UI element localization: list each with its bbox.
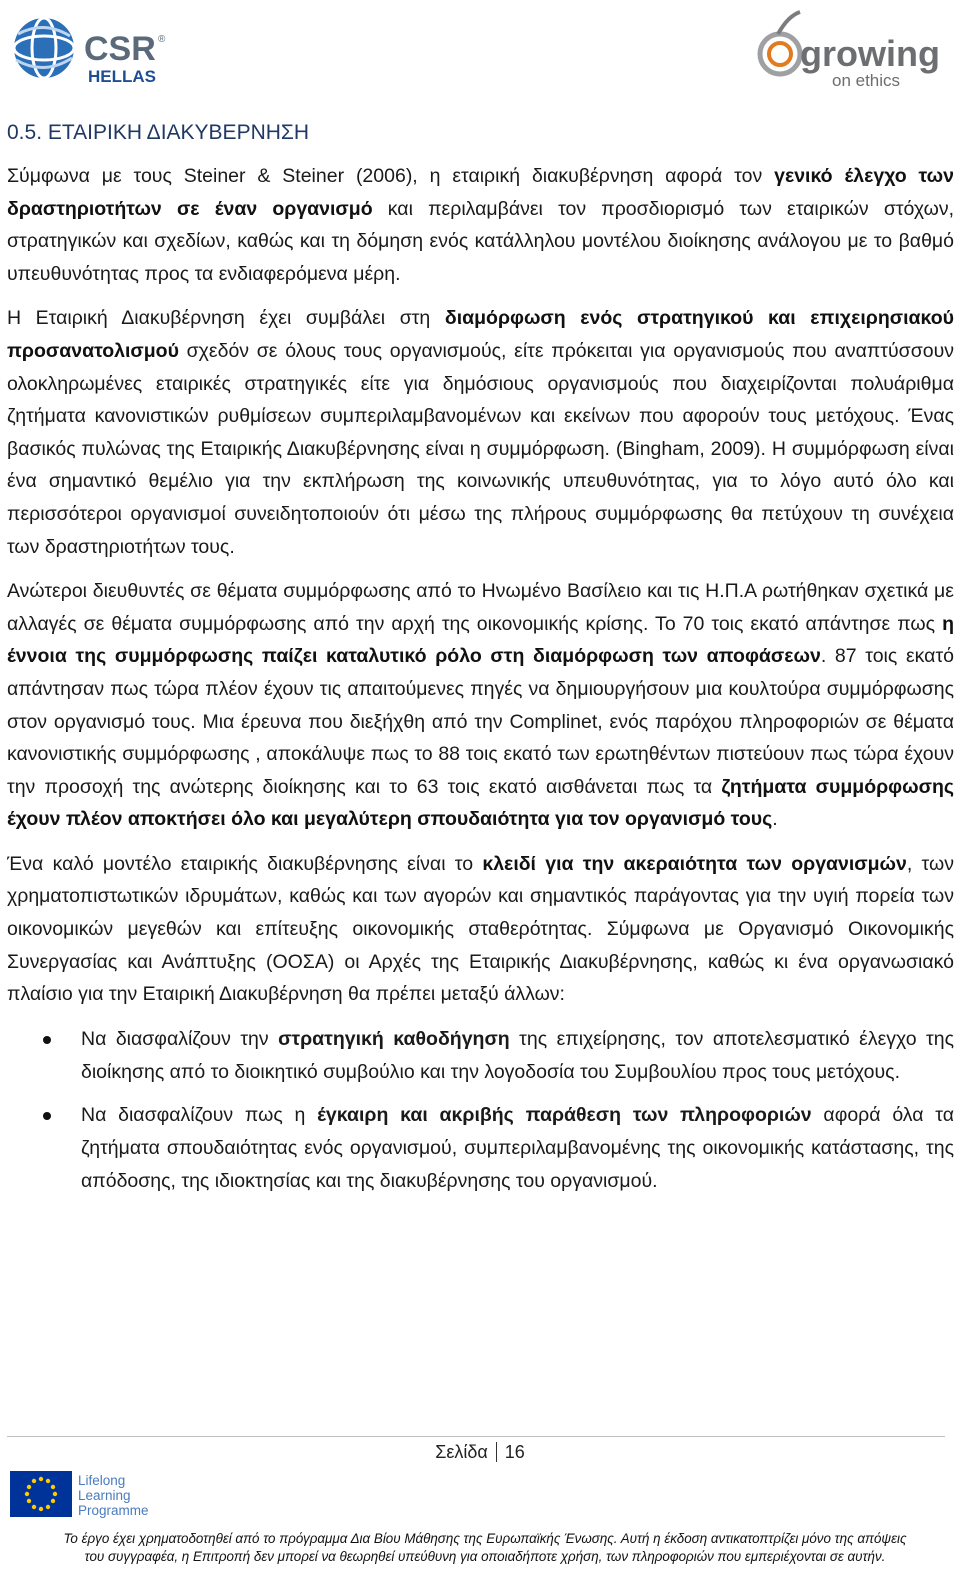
globe-icon xyxy=(14,18,74,78)
page-separator xyxy=(496,1442,497,1462)
page-number xyxy=(0,1440,960,1464)
bullet-text-2: Να διασφαλίζουν πως η έγκαιρη και ακριβής παράθεση των πληροφοριών αφορά όλα τα ζητήματα σπουδαιότητας ενός οργανισμού, συμπεριλαμβανομένης της οικονομικής κατάστασης, της απόδοσης, της ιδιοκτησίας και της διακυβέρνησης του οργανισμού. xyxy=(81,1103,954,1192)
growing-on-ethics-logo xyxy=(748,6,948,96)
page-header xyxy=(0,0,960,100)
svg-text:Programme: Programme xyxy=(78,1503,149,1518)
page-label: Σελίδα xyxy=(435,1442,488,1462)
bullet-icon xyxy=(43,1112,51,1120)
eu-disclaimer xyxy=(20,1530,950,1566)
csr-logo-text: CSR xyxy=(84,30,156,68)
bullet-item xyxy=(7,1099,954,1198)
bullet-text-1: Να διασφαλίζουν την στρατηγική καθοδήγηση της επιχείρησης, τον αποτελεσματικό έλεγχο της διοίκησης από το διοικητικό συμβούλιο και την λογοδοσία του Συμβουλίου προς τους μετόχους. xyxy=(81,1027,954,1083)
spiral-icon xyxy=(760,12,800,74)
hellas-logo-text: HELLAS xyxy=(88,67,156,86)
paragraph-3: Ανώτεροι διευθυντές σε θέματα συμμόρφωσης από το Ηνωμένο Βασίλειο και τις Η.Π.Α ρωτήθηκαν σχετικά με αλλαγές σε θέματα συμμόρφωσης από την αρχή της οικονομικής κρίσης. Το 70 τοις εκατό απάντησε πως η έννοια της συμμόρφωσης παίζει καταλυτικό ρόλο στη διαμόρφωση των αποφάσεων. 87 τοις εκατό απάντησαν πως τώρα πλέον έχουν τις απαιτούμενες πηγές να δημιουργήσουν μια κουλτούρα συμμόρφωσης στον οργανισμό τους. Μια έρευνα που διεξήχθη από την Complinet, ενός παρόχου πληροφοριών σε θέματα κανονιστικής συμμόρφωσης , αποκάλυψε πως το 88 τοις εκατό των ερωτηθέντων πιστεύουν πως τώρα έχουν την προσοχή της ανώτερης διοίκησης και το 63 τοις εκατό αισθάνεται πως τα ζητήματα συμμόρφωσης έχουν πλέον αποκτήσει όλο και μεγαλύτερη σπουδαιότητα για τον οργανισμό τους. xyxy=(7,580,954,831)
bullet-icon xyxy=(43,1036,51,1044)
eu-flag-icon xyxy=(10,1471,72,1517)
bullet-list xyxy=(7,1023,954,1198)
lifelong-learning-programme-logo xyxy=(10,1469,160,1521)
svg-text:Learning: Learning xyxy=(78,1488,131,1503)
svg-text:®: ® xyxy=(158,34,166,45)
footer-divider xyxy=(7,1436,945,1437)
page-number-value: 16 xyxy=(504,1442,525,1462)
disclaimer-line-1: Το έργο έχει χρηματοδοτηθεί από το πρόγραμμα Δια Βίου Μάθησης της Ευρωπαϊκής Ένωσης. Αυτή η έκδοση αντικατοπτρίζει μόνο της απόψεις xyxy=(63,1531,907,1546)
csr-hellas-logo xyxy=(8,10,183,90)
svg-text:Lifelong: Lifelong xyxy=(78,1473,126,1488)
section-title: 0.5. ΕΤΑΙΡΙΚΗ ΔΙΑΚΥΒΕΡΝΗΣΗ xyxy=(7,121,310,144)
on-ethics-logo-text: on ethics xyxy=(832,71,901,90)
paragraph-1: Σύμφωνα με τους Steiner & Steiner (2006), η εταιρική διακυβέρνηση αφορά τον γενικό έλεγχο των δραστηριοτήτων σε έναν οργανισμό και περιλαμβάνει τον προσδιορισμό των εταιρικών στόχων, στρατηγικών και σχεδίων, καθώς και τη δόμηση ενός κατάλληλου μοντέλου διοίκησης ανάλογου με το βαθμό υπευθυνότητας προς τα ενδιαφερόμενα μέρη. xyxy=(7,165,954,285)
growing-logo-text: growing xyxy=(800,33,940,74)
bullet-item xyxy=(7,1023,954,1089)
paragraph-2: Η Εταιρική Διακυβέρνηση έχει συμβάλει στη διαμόρφωση ενός στρατηγικού και επιχειρησιακού προσανατολισμού σχεδόν σε όλους τους οργανισμούς, είτε πρόκειται για οργανισμούς που αναπτύσσουν ολοκληρωμένες εταιρικές στρατηγικές είτε για δημόσιους οργανισμούς που διαχειρίζονται πολυάριθμα ζητήματα κανονιστικών ρυθμίσεων συμπεριλαμβανομένων και εκείνων που αφορούν τους μετόχους. Ένας βασικός πυλώνας της Εταιρικής Διακυβέρνησης είναι η συμμόρφωση. (Bingham, 2009). Η συμμόρφωση είναι ένα σημαντικό θεμέλιο για την εκπλήρωση της κοινωνικής υπευθυνότητας, για το λόγο αυτό όλο και περισσότεροι οργανισμοί συνειδητοποιούν ότι μέσω της πλήρους συμμόρφωσης θα πετύχουν τη συνέχεια των δραστηριοτήτων τους. xyxy=(7,307,954,558)
paragraph-4: Ένα καλό μοντέλο εταιρικής διακυβέρνησης είναι το κλειδί για την ακεραιότητα των οργανισμών, των χρηματοπιστωτικών ιδρυμάτων, καθώς και των αγορών και σημαντικός παράγοντας για την υγιή πορεία των οικονομικών μεγεθών και επίτευξης οικονομικής σταθερότητας. Σύμφωνα με Οργανισμό Οικονομικής Συνεργασίας και Ανάπτυξης (ΟΟΣΑ) οι Αρχές της Εταιρικής Διακυβέρνησης, καθώς κι ένα οργανωσιακό πλαίσιο για την Εταιρική Διακυβέρνηση θα πρέπει μεταξύ άλλων: xyxy=(7,852,954,1006)
disclaimer-line-2: του συγγραφέα, η Επιτροπή δεν μπορεί να θεωρηθεί υπεύθυνη για οποιαδήποτε χρήση, των πληροφοριών που εμπεριέχονται σε αυτήν. xyxy=(84,1549,886,1564)
document-body xyxy=(7,118,954,1208)
